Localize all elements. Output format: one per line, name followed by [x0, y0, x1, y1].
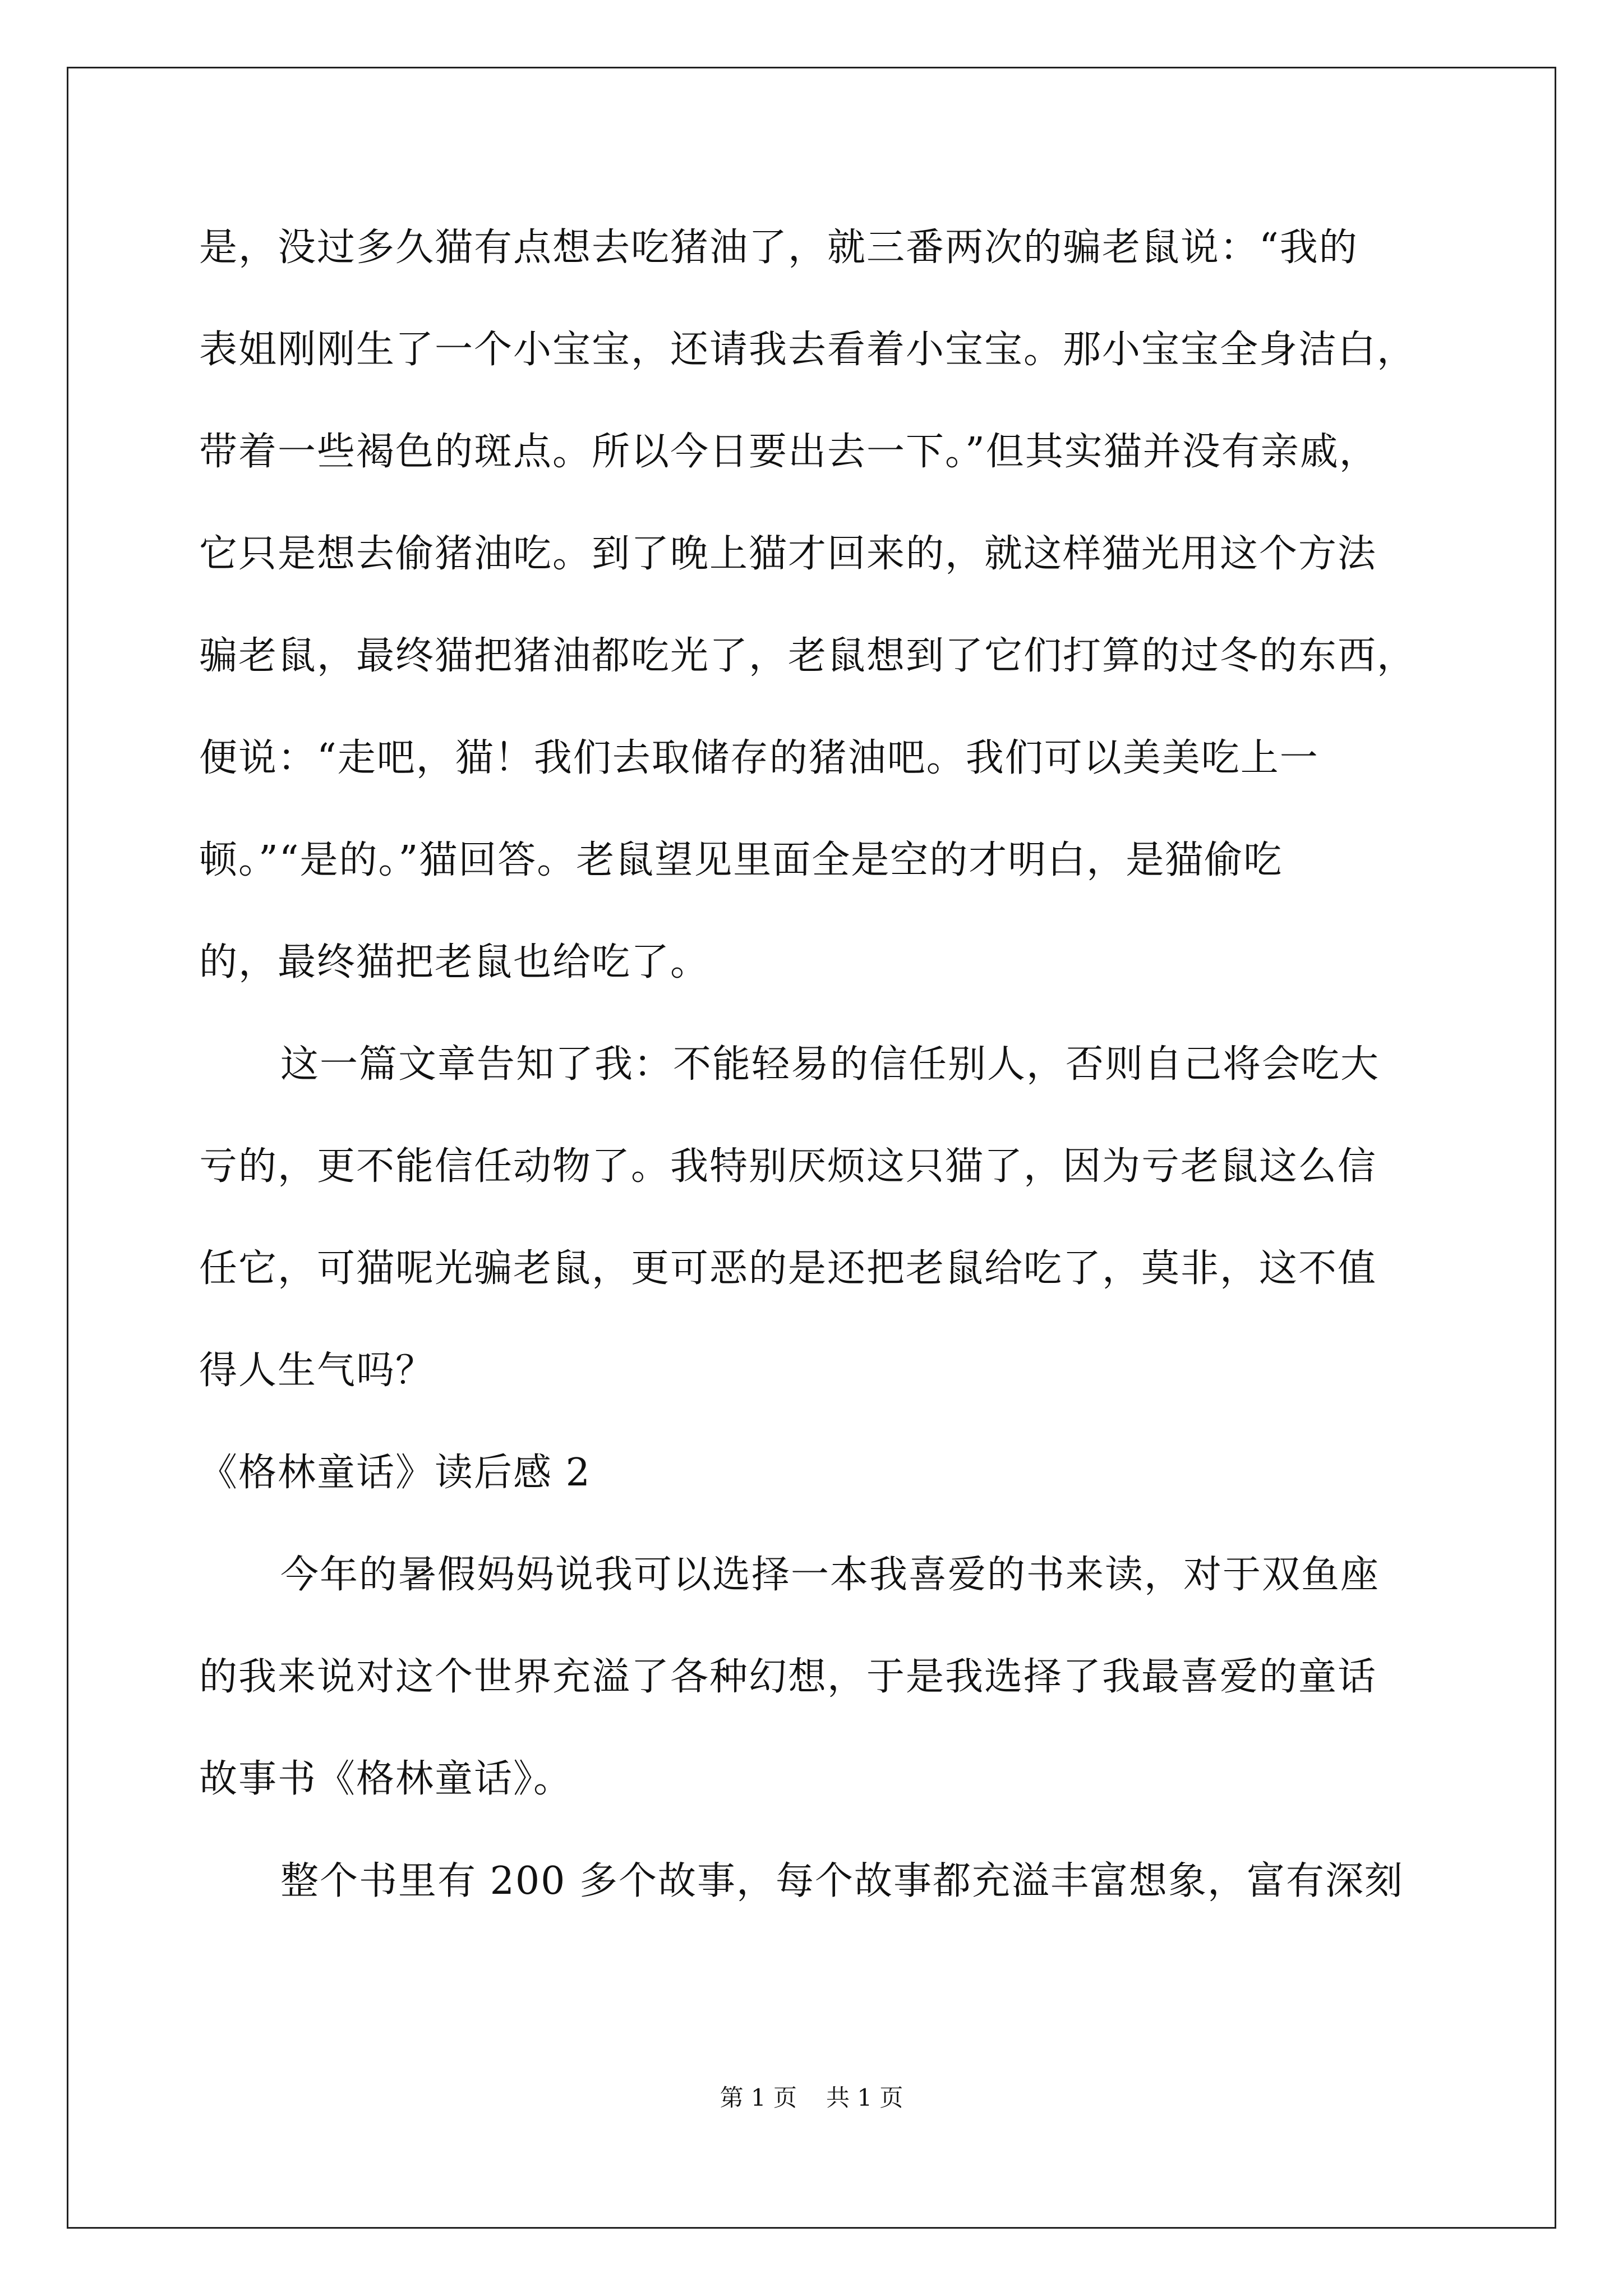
text-line: 亏的，更不能信任动物了。我特别厌烦这只猫了，因为亏老鼠这么信 [199, 1144, 1377, 1189]
page-footer [0, 2082, 1623, 2114]
text-line: 便说：“走吧，猫！我们去取储存的猪油吧。我们可以美美吃上一 [199, 736, 1319, 780]
text-line: 故事书《格林童话》。 [199, 1757, 573, 1801]
page-number: 第 1 页 [720, 2084, 797, 2111]
text-line: 的我来说对这个世界充溢了各种幻想，于是我选择了我最喜爱的童话 [199, 1655, 1377, 1699]
text-line: 任它，可猫呢光骗老鼠，更可恶的是还把老鼠给吃了，莫非，这不值 [199, 1246, 1377, 1291]
section-heading: 《格林童话》读后感 2 [199, 1451, 591, 1495]
paragraph-start-line: 今年的暑假妈妈说我可以选择一本我喜爱的书来读，对于双鱼座 [280, 1553, 1380, 1597]
text-line: 的，最终猫把老鼠也给吃了。 [199, 940, 710, 984]
text-line: 骗老鼠，最终猫把猪油都吃光了，老鼠想到了它们打算的过冬的东西， [199, 634, 1417, 678]
paragraph-start-line: 整个书里有 200 多个故事，每个故事都充溢丰富想象，富有深刻 [280, 1859, 1404, 1903]
paragraph-start-line: 这一篇文章告知了我：不能轻易的信任别人，否则自己将会吃大 [280, 1042, 1380, 1087]
text-line: 它只是想去偷猪油吃。到了晚上猫才回来的，就这样猫光用这个方法 [199, 532, 1377, 576]
text-line: 带着一些褐色的斑点。所以今日要出去一下。”但其实猫并没有亲戚， [199, 430, 1378, 474]
page-total: 共 1 页 [826, 2084, 903, 2111]
text-line: 得人生气吗？ [199, 1349, 435, 1393]
text-line: 顿。”“是的。”猫回答。老鼠望见里面全是空的才明白，是猫偷吃 [199, 838, 1283, 882]
document-body [199, 220, 1433, 1955]
text-line: 表姐刚刚生了一个小宝宝，还请我去看着小宝宝。那小宝宝全身洁白， [199, 328, 1417, 372]
text-line: 是，没过多久猫有点想去吃猪油了，就三番两次的骗老鼠说：“我的 [199, 226, 1358, 270]
